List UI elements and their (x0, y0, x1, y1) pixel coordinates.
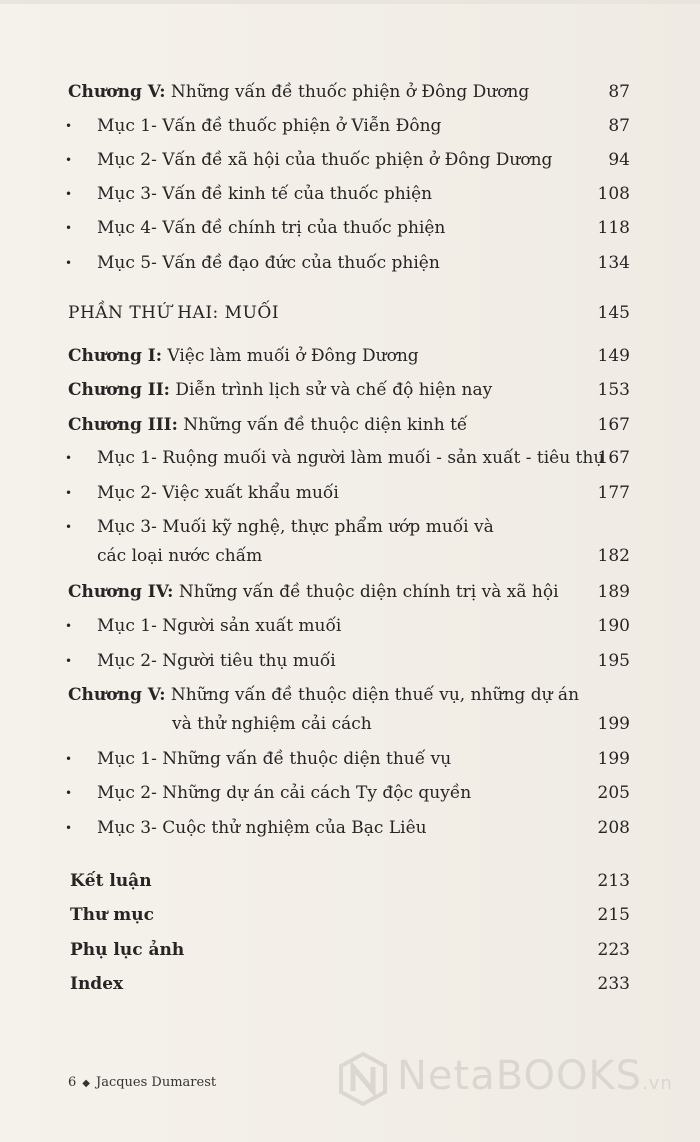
toc-page-number: 213 (597, 871, 630, 891)
toc-entry (0, 611, 700, 641)
toc-entry-title: Mục 5- Vấn đề đạo đức của thuốc phiện (97, 253, 440, 273)
toc-entry (0, 213, 700, 243)
toc-entry (0, 248, 700, 278)
bullet-icon: • (65, 256, 73, 270)
toc-entry-title: Mục 3- Cuộc thử nghiệm của Bạc Liêu (97, 818, 427, 838)
toc-entry-title (68, 680, 579, 710)
watermark-suffix: .vn (642, 1073, 673, 1094)
page-top-edge (0, 0, 700, 4)
toc-entry-title: Mục 3- Vấn đề kinh tế của thuốc phiện (97, 184, 433, 204)
bullet-icon: • (65, 451, 73, 465)
bullet-icon: • (65, 821, 73, 835)
toc-entry (0, 375, 700, 405)
toc-page-number: 108 (597, 184, 630, 204)
bullet-icon: • (65, 520, 73, 534)
netabooks-logo-icon (335, 1051, 391, 1107)
toc-entry (0, 900, 700, 930)
section-title: Thư mục (70, 905, 154, 925)
chapter-title: Những vấn đề thuốc phiện ở Đông Dương (165, 82, 530, 102)
toc-entry (0, 443, 700, 473)
watermark-text (397, 1053, 673, 1099)
toc-entry-title (70, 900, 154, 930)
toc-page-number: 215 (597, 905, 630, 925)
bullet-icon: • (65, 752, 73, 766)
toc-entry (0, 478, 700, 508)
toc-entry (0, 744, 700, 774)
toc-entry-title: Mục 2- Việc xuất khẩu muối (97, 483, 339, 503)
toc-entry (0, 512, 700, 542)
toc-entry (0, 577, 700, 607)
toc-page-number: 208 (597, 818, 630, 838)
toc-page-number: 94 (608, 150, 630, 170)
chapter-title: Việc làm muối ở Đông Dương (161, 346, 419, 366)
watermark (335, 1047, 675, 1111)
toc-entry (0, 680, 700, 710)
toc-entry (0, 866, 700, 896)
toc-entry (0, 111, 700, 141)
bullet-icon: • (65, 786, 73, 800)
chapter-label: Chương II: (68, 380, 170, 400)
toc-entry-title: Mục 1- Ruộng muối và người làm muối - sản xuất - tiêu thụ (97, 448, 605, 468)
toc-page-number: 190 (597, 616, 630, 636)
section-title: Index (70, 974, 124, 994)
toc-entry-title (68, 77, 529, 107)
toc-entry-title (70, 969, 123, 999)
toc-page-number: 167 (597, 448, 630, 468)
toc-page-number: 199 (597, 714, 630, 734)
toc-entry-title: Mục 2- Người tiêu thụ muối (97, 651, 336, 671)
toc-page-number: 167 (597, 415, 630, 435)
toc-entry-title (68, 577, 559, 607)
section-title: Phụ lục ảnh (70, 940, 185, 960)
chapter-label: Chương III: (68, 415, 178, 435)
toc-entry-title (68, 410, 467, 440)
toc-entry-title (70, 935, 184, 965)
section-title: Kết luận (70, 871, 152, 891)
toc-entry (0, 145, 700, 175)
toc-entry (0, 341, 700, 371)
bullet-icon: • (65, 153, 73, 167)
toc-entry-title: Mục 2- Những dự án cải cách Ty độc quyền (97, 783, 472, 803)
toc-entry (0, 541, 700, 571)
toc-entry (0, 298, 700, 328)
toc-entry-title (68, 375, 492, 405)
toc-entry-title: Mục 3- Muối kỹ nghệ, thực phẩm ướp muối và (97, 517, 494, 537)
toc-entry-title: các loại nước chấm (97, 546, 263, 566)
toc-entry (0, 77, 700, 107)
bullet-icon: • (65, 619, 73, 633)
toc-entry-title: PHẦN THỨ HAI: MUỐI (68, 303, 280, 323)
toc-page-number: 182 (597, 546, 630, 566)
toc-page-number: 199 (597, 749, 630, 769)
bullet-icon: • (65, 119, 73, 133)
toc-entry (0, 813, 700, 843)
toc-page-number: 189 (597, 582, 630, 602)
toc-entry-title: Mục 1- Những vấn đề thuộc diện thuế vụ (97, 749, 452, 769)
toc-page-number: 177 (597, 483, 630, 503)
bullet-icon: • (65, 187, 73, 201)
toc-page-number: 205 (597, 783, 630, 803)
toc-page-number: 134 (597, 253, 630, 273)
toc-entry-title (68, 341, 419, 371)
chapter-title: Diễn trình lịch sử và chế độ hiện nay (169, 380, 493, 400)
toc-entry (0, 410, 700, 440)
chapter-title: Những vấn đề thuộc diện chính trị và xã hội (173, 582, 559, 602)
toc-page-number: 233 (597, 974, 630, 994)
toc-entry (0, 778, 700, 808)
toc-page-number: 195 (597, 651, 630, 671)
page-footer (68, 1075, 216, 1090)
toc-page-number: 87 (608, 116, 630, 136)
toc-entry-title: Mục 1- Người sản xuất muối (97, 616, 342, 636)
toc-entry-title: Mục 1- Vấn đề thuốc phiện ở Viễn Đông (97, 116, 442, 136)
toc-entry-title (70, 866, 152, 896)
toc-page-number: 153 (597, 380, 630, 400)
toc-page-number: 223 (597, 940, 630, 960)
toc-entry (0, 935, 700, 965)
chapter-title: Những vấn đề thuộc diện thuế vụ, những dự án (165, 685, 580, 705)
toc-entry (0, 179, 700, 209)
toc-page-number: 145 (597, 303, 630, 323)
toc-page-number: 87 (608, 82, 630, 102)
footer-author: Jacques Dumarest (95, 1075, 217, 1090)
bullet-icon: • (65, 654, 73, 668)
toc-page-number: 149 (597, 346, 630, 366)
toc-entry (0, 969, 700, 999)
chapter-label: Chương V: (68, 82, 166, 102)
toc-page-number: 118 (597, 218, 630, 238)
toc-entry-title: và thử nghiệm cải cách (172, 714, 372, 734)
chapter-title: Những vấn đề thuộc diện kinh tế (177, 415, 468, 435)
toc-entry-title: Mục 4- Vấn đề chính trị của thuốc phiện (97, 218, 446, 238)
diamond-icon: ◆ (82, 1078, 90, 1089)
chapter-label: Chương IV: (68, 582, 174, 602)
bullet-icon: • (65, 221, 73, 235)
footer-page-number: 6 (68, 1075, 77, 1090)
watermark-brand: NetaBOOKS (397, 1053, 643, 1099)
chapter-label: Chương I: (68, 346, 162, 366)
toc-entry (0, 646, 700, 676)
toc-entry (0, 709, 700, 739)
chapter-label: Chương V: (68, 685, 166, 705)
toc-entry-title: Mục 2- Vấn đề xã hội của thuốc phiện ở Đông Dương (97, 150, 553, 170)
bullet-icon: • (65, 486, 73, 500)
